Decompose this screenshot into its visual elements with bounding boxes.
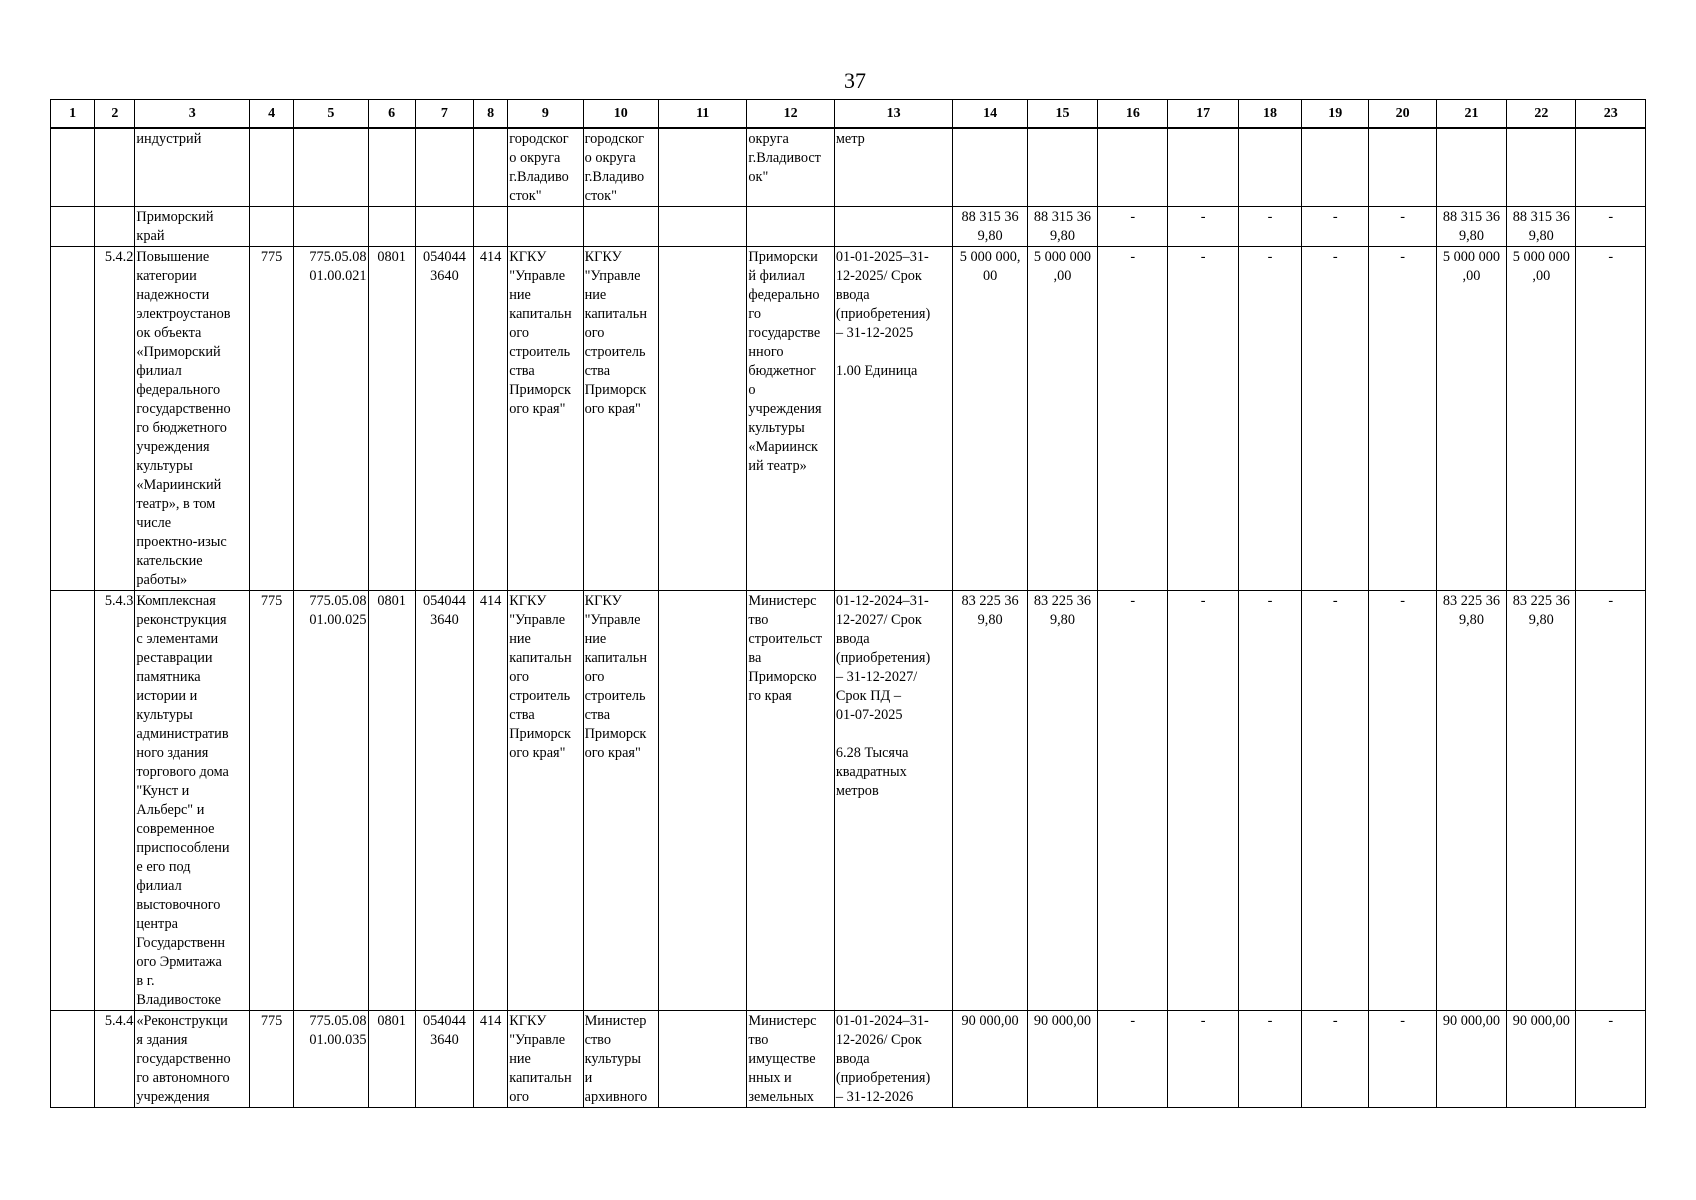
cell-value-14: 83 225 36 9,80 [953, 591, 1027, 1011]
column-header: 17 [1168, 100, 1238, 129]
cell-object-code: 775.05.08 01.00.021 [294, 247, 368, 591]
cell-deadlines-capacity: 01-01-2025–31- 12-2025/ Срок ввода (приобретения) – 31-12-2025 1.00 Единица [834, 247, 953, 591]
data-table [50, 99, 1646, 1108]
cell-value-22: 90 000,00 [1507, 1011, 1576, 1108]
cell-value-18 [1238, 128, 1301, 207]
cell-ministry-code [249, 207, 293, 247]
cell-value-17: - [1168, 247, 1238, 591]
cell-col-1 [51, 1011, 95, 1108]
cell-section-code: 0801 [368, 591, 415, 1011]
column-header: 9 [508, 100, 583, 129]
cell-col-1 [51, 247, 95, 591]
cell-value-17: - [1168, 207, 1238, 247]
cell-section-code: 0801 [368, 1011, 415, 1108]
table-row [51, 591, 1646, 1011]
cell-object-name: Повышение категории надежности электроустанов ок объекта «Приморский филиал федерального государственно го бюджетного учреждения культуры «Мариинский театр», в том числе проектно-изыс кательские работы» [135, 247, 250, 591]
cell-object-name: Приморский край [135, 207, 250, 247]
cell-value-20 [1369, 128, 1436, 207]
table-row [51, 247, 1646, 591]
cell-value-15 [1027, 128, 1097, 207]
cell-value-14: 88 315 36 9,80 [953, 207, 1027, 247]
cell-value-22: 5 000 000 ,00 [1507, 247, 1576, 591]
cell-deadlines-capacity: метр [834, 128, 953, 207]
cell-value-22: 88 315 36 9,80 [1507, 207, 1576, 247]
cell-value-21: 83 225 36 9,80 [1436, 591, 1506, 1011]
column-header: 23 [1576, 100, 1646, 129]
cell-value-17: - [1168, 591, 1238, 1011]
cell-expense-type: 414 [474, 591, 508, 1011]
column-header: 3 [135, 100, 250, 129]
table-row [51, 1011, 1646, 1108]
column-header: 19 [1302, 100, 1369, 129]
cell-target-article: 054044 3640 [415, 591, 473, 1011]
column-header: 16 [1098, 100, 1168, 129]
cell-value-15: 83 225 36 9,80 [1027, 591, 1097, 1011]
column-header: 12 [747, 100, 834, 129]
cell-owner: Приморски й филиал федерально го государстве нного бюджетног о учреждения культуры «Мариинск ий театр» [747, 247, 834, 591]
cell-value-19: - [1302, 247, 1369, 591]
cell-object-name: Комплексная реконструкция с элементами реставрации памятника истории и культуры административ ного здания торгового дома "Кунст и Альберс" и современное приспособлени е его под филиал выстовочного центра Государственн ого Эрмитажа в г. Владивостоке [135, 591, 250, 1011]
cell-value-19 [1302, 128, 1369, 207]
cell-owner: Министерс тво имуществе нных и земельных [747, 1011, 834, 1108]
cell-object-name: «Реконструкци я здания государственно го автономного учреждения [135, 1011, 250, 1108]
column-header: 5 [294, 100, 368, 129]
column-header: 14 [953, 100, 1027, 129]
cell-expense-type: 414 [474, 247, 508, 591]
cell-col-11 [658, 207, 746, 247]
column-header: 1 [51, 100, 95, 129]
cell-col-1 [51, 207, 95, 247]
cell-ministry-code: 775 [249, 247, 293, 591]
cell-value-22: 83 225 36 9,80 [1507, 591, 1576, 1011]
column-header: 8 [474, 100, 508, 129]
cell-developer: городског о округа г.Владиво сток" [583, 128, 658, 207]
cell-value-18: - [1238, 1011, 1301, 1108]
cell-value-15: 5 000 000 ,00 [1027, 247, 1097, 591]
column-header: 20 [1369, 100, 1436, 129]
cell-target-article [415, 207, 473, 247]
cell-customer: КГКУ "Управле ние капитальн ого строитель ства Приморск ого края" [508, 591, 583, 1011]
cell-value-21: 90 000,00 [1436, 1011, 1506, 1108]
cell-value-14: 5 000 000, 00 [953, 247, 1027, 591]
column-header: 15 [1027, 100, 1097, 129]
cell-value-20: - [1369, 591, 1436, 1011]
cell-col-11 [658, 128, 746, 207]
cell-deadlines-capacity [834, 207, 953, 247]
cell-owner [747, 207, 834, 247]
cell-item-number [95, 128, 135, 207]
cell-expense-type [474, 207, 508, 247]
cell-developer: КГКУ "Управле ние капитальн ого строитель ства Приморск ого края" [583, 247, 658, 591]
cell-value-21: 5 000 000 ,00 [1436, 247, 1506, 591]
cell-col-1 [51, 591, 95, 1011]
column-header: 2 [95, 100, 135, 129]
cell-col-11 [658, 247, 746, 591]
cell-developer [583, 207, 658, 247]
cell-target-article: 054044 3640 [415, 247, 473, 591]
cell-col-11 [658, 1011, 746, 1108]
column-header: 7 [415, 100, 473, 129]
page-number: 37 [844, 68, 866, 93]
column-header: 6 [368, 100, 415, 129]
column-header: 4 [249, 100, 293, 129]
cell-value-23: - [1576, 1011, 1646, 1108]
cell-section-code [368, 207, 415, 247]
cell-value-20: - [1369, 247, 1436, 591]
cell-value-23: - [1576, 591, 1646, 1011]
cell-section-code: 0801 [368, 247, 415, 591]
cell-value-17: - [1168, 1011, 1238, 1108]
cell-value-22 [1507, 128, 1576, 207]
cell-object-code: 775.05.08 01.00.035 [294, 1011, 368, 1108]
column-header: 10 [583, 100, 658, 129]
cell-value-19: - [1302, 591, 1369, 1011]
cell-value-23 [1576, 128, 1646, 207]
cell-developer: КГКУ "Управле ние капитальн ого строитель ства Приморск ого края" [583, 591, 658, 1011]
cell-developer: Министер ство культуры и архивного [583, 1011, 658, 1108]
cell-item-number [95, 207, 135, 247]
cell-value-23: - [1576, 207, 1646, 247]
cell-value-21 [1436, 128, 1506, 207]
cell-col-11 [658, 591, 746, 1011]
cell-deadlines-capacity: 01-01-2024–31- 12-2026/ Срок ввода (приобретения) – 31-12-2026 [834, 1011, 953, 1108]
header-row [51, 100, 1646, 129]
cell-item-number: 5.4.4 [95, 1011, 135, 1108]
cell-deadlines-capacity: 01-12-2024–31- 12-2027/ Срок ввода (приобретения) – 31-12-2027/ Срок ПД – 01-07-2025 6.28 Тысяча квадратных метров [834, 591, 953, 1011]
cell-customer [508, 207, 583, 247]
cell-value-16: - [1098, 1011, 1168, 1108]
cell-target-article: 054044 3640 [415, 1011, 473, 1108]
cell-section-code [368, 128, 415, 207]
cell-object-code: 775.05.08 01.00.025 [294, 591, 368, 1011]
cell-value-21: 88 315 36 9,80 [1436, 207, 1506, 247]
cell-value-20: - [1369, 1011, 1436, 1108]
cell-ministry-code: 775 [249, 1011, 293, 1108]
cell-value-19: - [1302, 207, 1369, 247]
column-header: 11 [658, 100, 746, 129]
table-row [51, 128, 1646, 207]
cell-customer: городског о округа г.Владиво сток" [508, 128, 583, 207]
cell-ministry-code: 775 [249, 591, 293, 1011]
cell-value-19: - [1302, 1011, 1369, 1108]
cell-owner: Министерс тво строительст ва Приморско го края [747, 591, 834, 1011]
cell-customer: КГКУ "Управле ние капитальн ого [508, 1011, 583, 1108]
cell-expense-type: 414 [474, 1011, 508, 1108]
cell-value-14: 90 000,00 [953, 1011, 1027, 1108]
cell-col-1 [51, 128, 95, 207]
cell-object-name: индустрий [135, 128, 250, 207]
column-header: 18 [1238, 100, 1301, 129]
cell-object-code [294, 207, 368, 247]
cell-item-number: 5.4.3 [95, 591, 135, 1011]
column-header: 21 [1436, 100, 1506, 129]
cell-owner: округа г.Владивост ок" [747, 128, 834, 207]
cell-value-15: 90 000,00 [1027, 1011, 1097, 1108]
cell-object-code [294, 128, 368, 207]
cell-target-article [415, 128, 473, 207]
cell-value-23: - [1576, 247, 1646, 591]
cell-value-15: 88 315 36 9,80 [1027, 207, 1097, 247]
cell-value-17 [1168, 128, 1238, 207]
cell-value-18: - [1238, 247, 1301, 591]
cell-value-14 [953, 128, 1027, 207]
cell-value-20: - [1369, 207, 1436, 247]
cell-value-16 [1098, 128, 1168, 207]
column-header: 13 [834, 100, 953, 129]
cell-value-16: - [1098, 207, 1168, 247]
column-header: 22 [1507, 100, 1576, 129]
cell-item-number: 5.4.2 [95, 247, 135, 591]
cell-value-16: - [1098, 247, 1168, 591]
cell-expense-type [474, 128, 508, 207]
table-row [51, 207, 1646, 247]
cell-ministry-code [249, 128, 293, 207]
cell-customer: КГКУ "Управле ние капитальн ого строитель ства Приморск ого края" [508, 247, 583, 591]
cell-value-18: - [1238, 207, 1301, 247]
cell-value-18: - [1238, 591, 1301, 1011]
cell-value-16: - [1098, 591, 1168, 1011]
